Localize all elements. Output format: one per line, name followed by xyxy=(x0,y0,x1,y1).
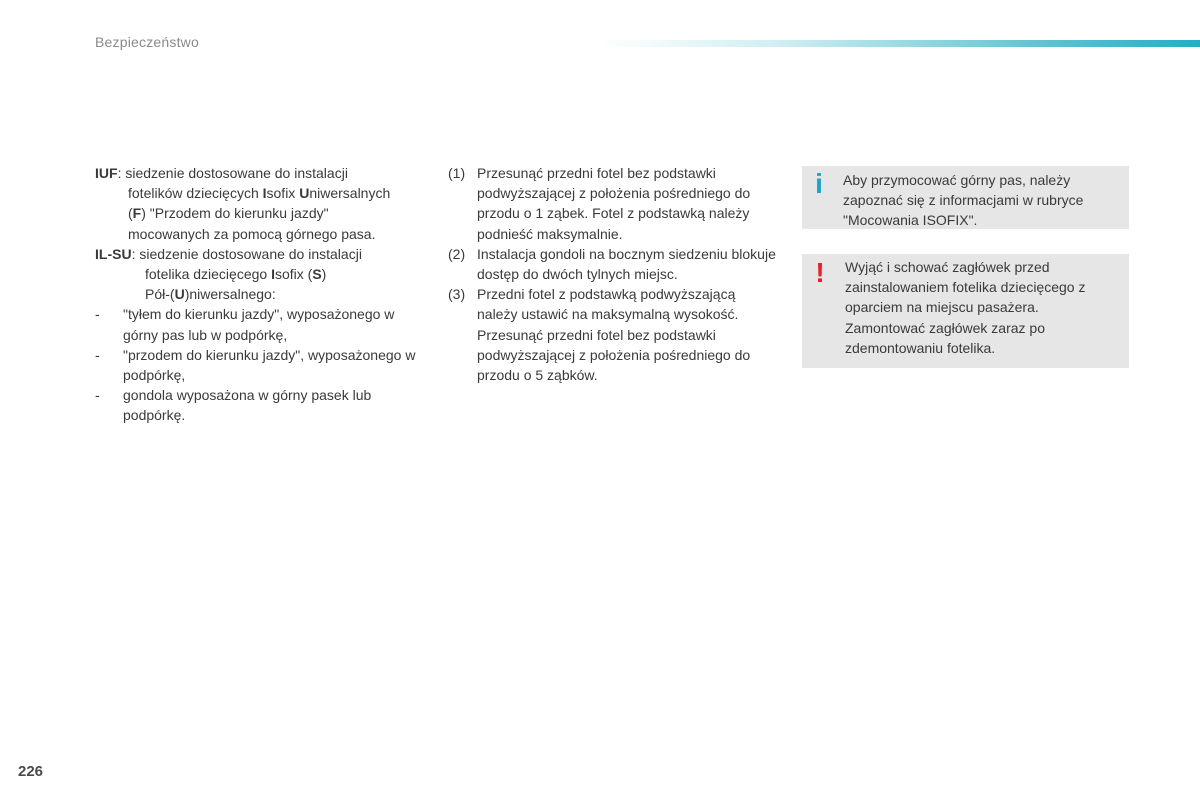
footnote-number: (2) xyxy=(448,245,466,262)
iuf-definition xyxy=(95,163,430,244)
ilsu-line2-c: sofix ( xyxy=(274,266,313,283)
iuf-line2-b1: I xyxy=(262,185,267,202)
iuf-line3-b: F xyxy=(132,205,142,222)
list-item xyxy=(95,304,430,344)
footnote-number: (1) xyxy=(448,165,466,181)
bullet-dash: - xyxy=(95,306,100,323)
bullet-dash: - xyxy=(95,346,100,363)
bullet-text: "przodem do kierunku jazdy", wyposażonego w podpórkę, xyxy=(123,346,416,384)
ilsu-line2-e: ) xyxy=(321,266,327,283)
footnote xyxy=(448,163,778,244)
footnote-text: Przedni fotel z podstawką podwyższającą należy ustawić na maksymalną wysokość. Przesunąć przedni fotel bez podstawki podwyższającej z położenia pośredniego do przodu o 5 ząbków. xyxy=(477,286,751,384)
footnote-text: Przesunąć przedni fotel bez podstawki podwyższającej z położenia pośredniego do przodu o 1 ząbek. Fotel z podstawką należy podnieść maksymalnie. xyxy=(477,165,751,242)
ilsu-line1: : siedzenie dostosowane do instalacji xyxy=(131,245,362,262)
ilsu-line3-c: )niwersalnego: xyxy=(184,286,276,303)
iuf-line2-a: fotelików dziecięcych xyxy=(128,185,263,202)
info-box xyxy=(802,166,1129,229)
list-item xyxy=(95,385,430,425)
warning-box xyxy=(802,254,1129,368)
iuf-line4: mocowanych za pomocą górnego pasa. xyxy=(128,225,376,242)
info-box-text: Aby przymocować górny pas, należy zapoznać się z informacjami w rubryce "Mocowania ISOFIX". xyxy=(843,172,1084,229)
iuf-line2-c: sofix xyxy=(266,185,300,202)
warning-box-text: Wyjąć i schować zagłówek przed zainstalowaniem fotelika dziecięcego z oparciem na miejscu pasażera. Zamontować zagłówek zaraz po zdemontowaniu fotelika. xyxy=(845,259,1086,356)
bullet-dash: - xyxy=(95,387,100,404)
iuf-line3-a: ( xyxy=(128,205,133,222)
footnote xyxy=(448,284,778,385)
info-icon: i xyxy=(815,168,823,199)
list-item xyxy=(95,345,430,385)
footnotes-column xyxy=(448,163,778,385)
header-accent-bar xyxy=(600,40,1200,47)
bullet-text: "tyłem do kierunku jazdy", wyposażonego w górny pas lub w podpórkę, xyxy=(123,306,395,343)
iuf-line3-c: ) "Przodem do kierunku jazdy" xyxy=(141,205,329,222)
footnote-text: Instalacja gondoli na bocznym siedzeniu blokuje dostęp do dwóch tylnych miejsc. xyxy=(477,245,776,283)
section-title: Bezpieczeństwo xyxy=(95,34,199,50)
bullet-text: gondola wyposażona w górny pasek lub podpórkę. xyxy=(123,387,372,424)
warning-icon: ! xyxy=(815,257,825,288)
ilsu-line3-b: U xyxy=(174,286,185,303)
ilsu-term: IL-SU xyxy=(95,245,132,262)
ilsu-definition xyxy=(95,244,430,305)
iuf-term: IUF xyxy=(95,165,118,181)
ilsu-line2-a: fotelika dziecięcego xyxy=(145,266,272,283)
ilsu-line2-d: S xyxy=(312,266,322,283)
page-number: 226 xyxy=(18,763,44,780)
ilsu-line3-a: Pół-( xyxy=(145,286,175,303)
definitions-column xyxy=(95,163,430,426)
iuf-line1: : siedzenie dostosowane do instalacji xyxy=(117,165,348,181)
footnote-number: (3) xyxy=(448,286,466,303)
footnote xyxy=(448,244,778,284)
iuf-line2-b2: U xyxy=(299,185,310,202)
ilsu-line2-b: I xyxy=(271,266,275,283)
iuf-line2-d: niwersalnych xyxy=(309,185,391,202)
